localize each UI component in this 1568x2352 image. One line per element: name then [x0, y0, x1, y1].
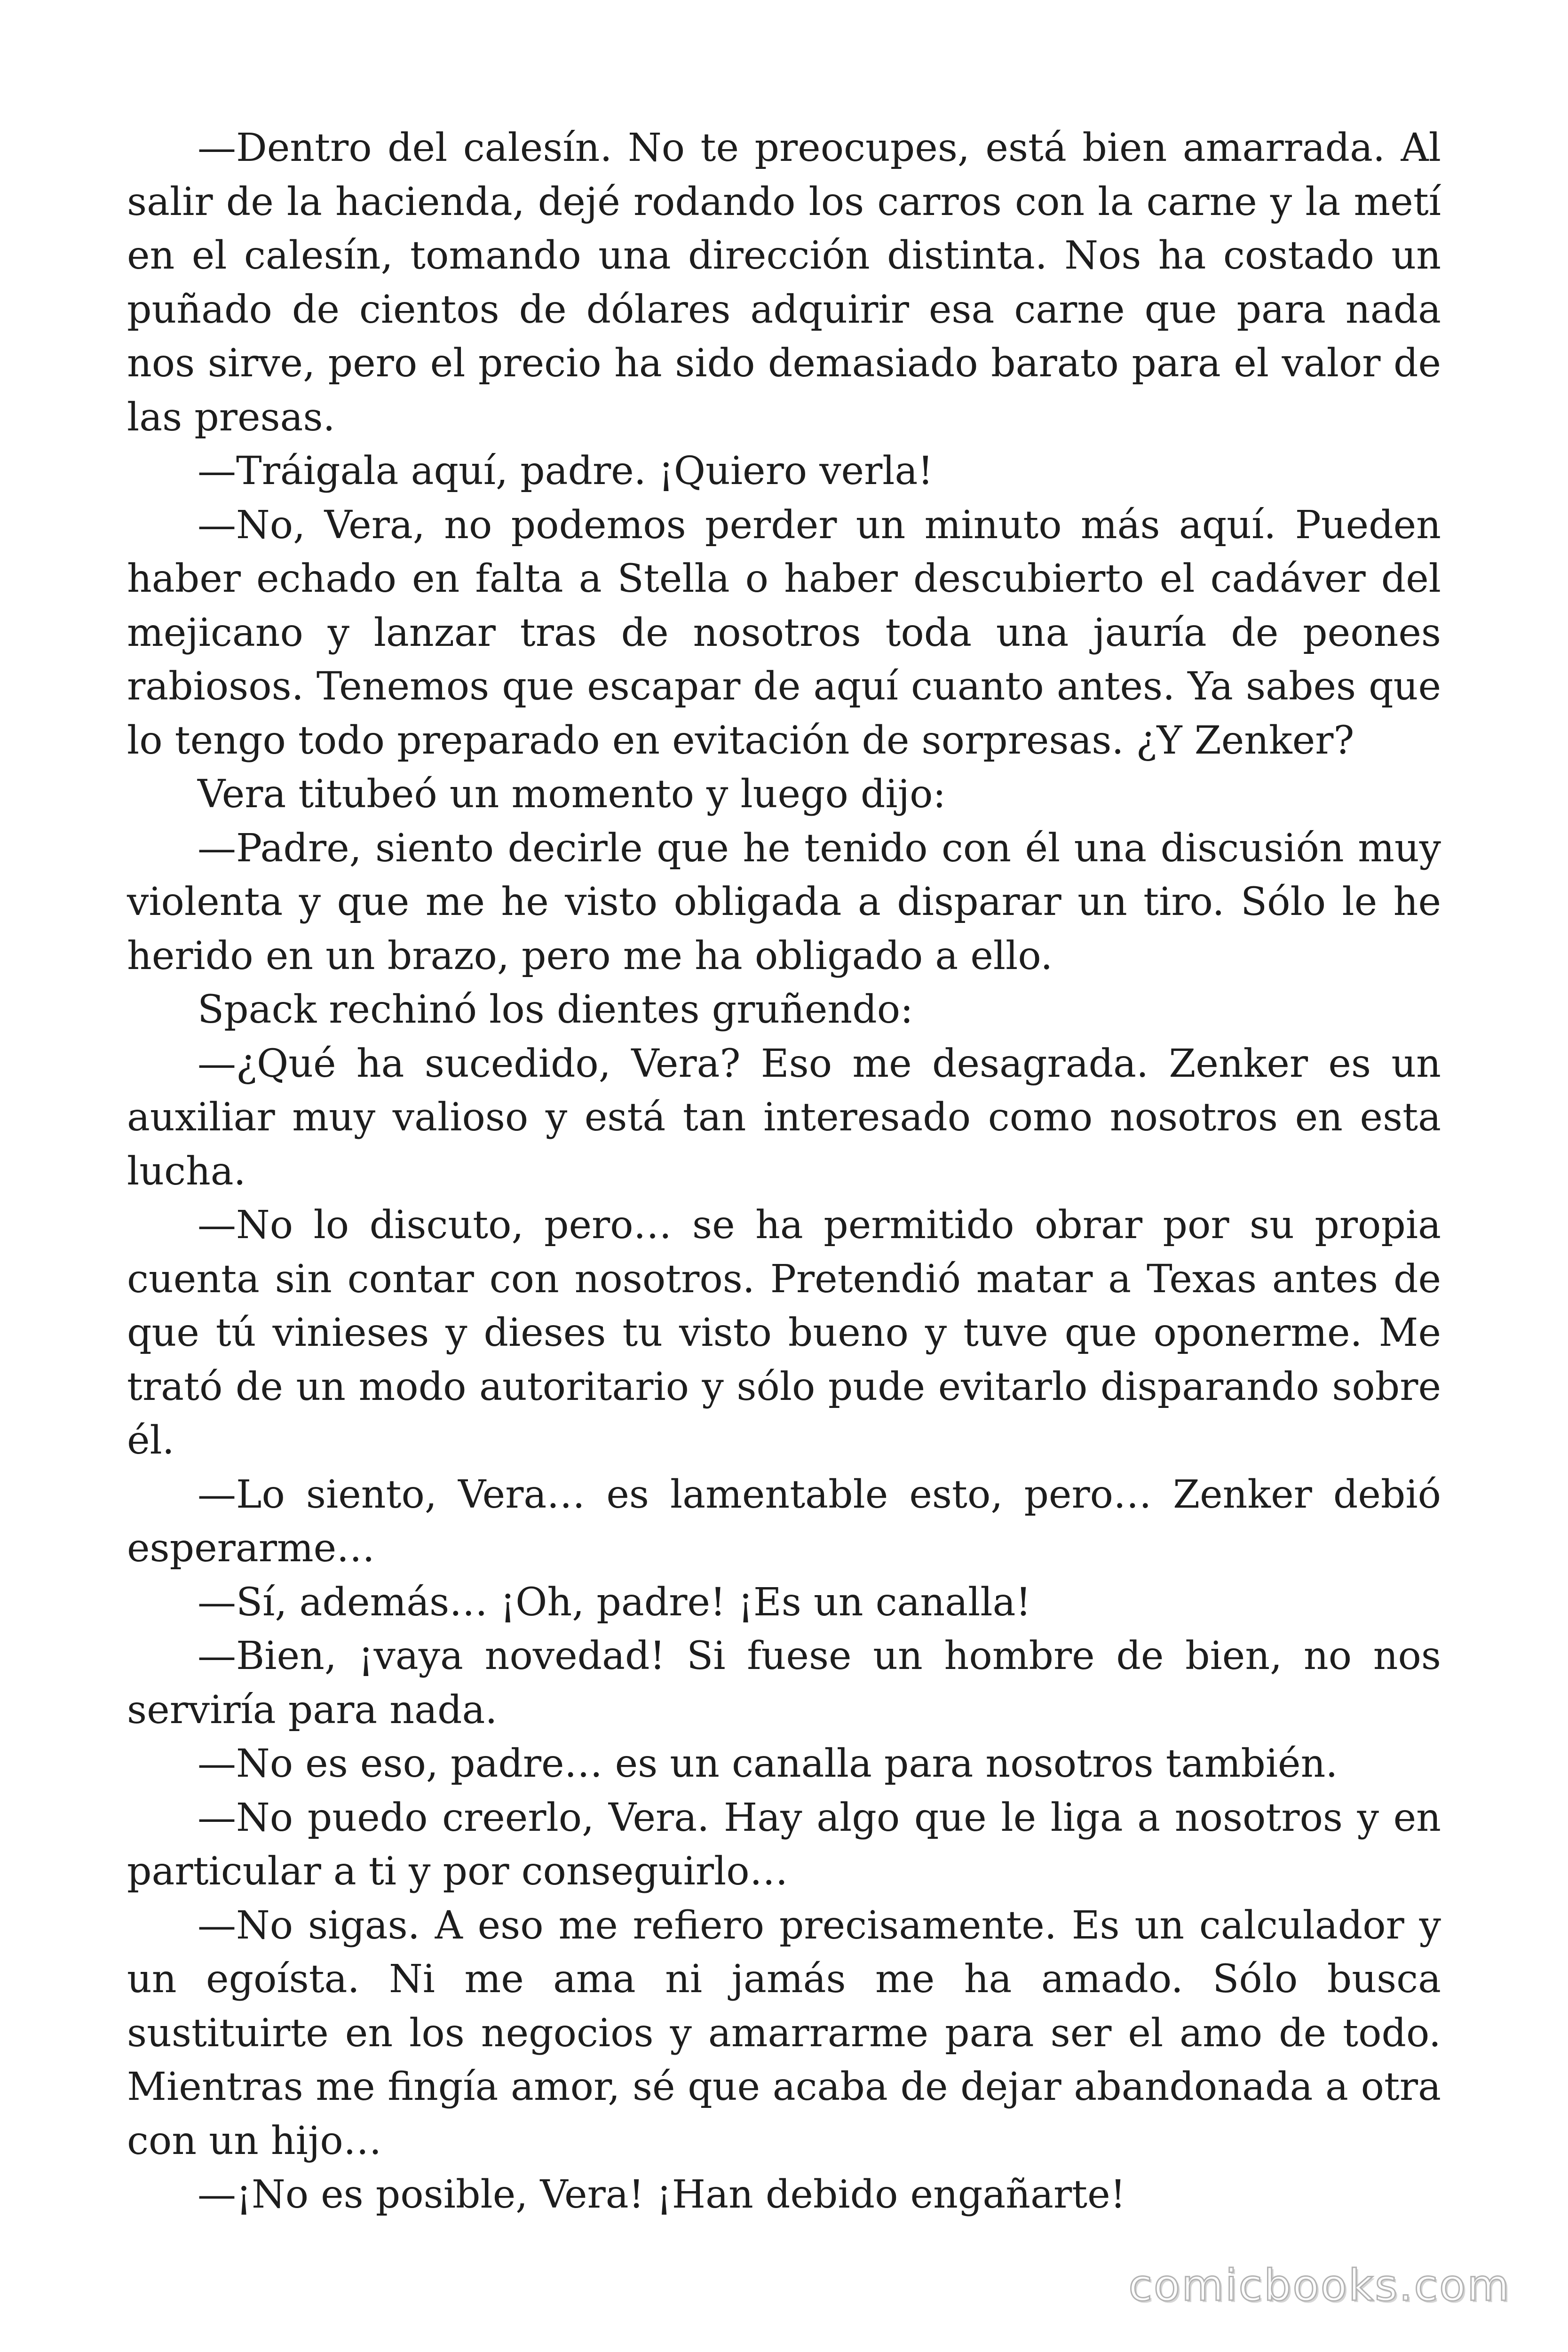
paragraph: —No sigas. A eso me refiero precisamente. Es un calculador y un egoísta. Ni me ama ni jamás me ha amado. Sólo busca sustituirte en los negocios y amarrarme para ser el amo de todo. Mientras me fingía amor, sé que acaba de dejar abandonada a otra con un hijo… [127, 1903, 1441, 2163]
paragraph: —No es eso, padre… es un canalla para nosotros también. [198, 1741, 1338, 1786]
paragraph: —Padre, siento decirle que he tenido con él una discusión muy violenta y que me he visto obligada a disparar un tiro. Sólo le he herido en un brazo, pero me ha obligado a ello. [127, 826, 1441, 978]
paragraph: —Bien, ¡vaya novedad! Si fuese un hombre de bien, no nos serviría para nada. [127, 1634, 1441, 1732]
paragraph: —No, Vera, no podemos perder un minuto más aquí. Pueden haber echado en falta a Stella o haber descubierto el cadáver del mejicano y lanzar tras de nosotros toda una jauría de peones rabiosos. Tenemos que escapar de aquí cuanto antes. Ya sabes que lo tengo todo preparado en evitación de sorpresas. ¿Y Zenker? [127, 502, 1441, 763]
paragraph: —¿Qué ha sucedido, Vera? Eso me desagrada. Zenker es un auxiliar muy valioso y está tan interesado como nosotros en esta lucha. [127, 1041, 1441, 1194]
paragraph: —¡No es posible, Vera! ¡Han debido engañarte! [198, 2172, 1126, 2217]
paragraph: Spack rechinó los dientes gruñendo: [198, 987, 913, 1032]
paragraph: —Dentro del calesín. No te preocupes, está bien amarrada. Al salir de la hacienda, dejé rodando los carros con la carne y la metí en el calesín, tomando una dirección distinta. Nos ha costado un puñado de cientos de dólares adquirir esa carne que para nada nos sirve, pero el precio ha sido demasiado barato para el valor de las presas. [127, 126, 1441, 440]
paragraph: —Sí, además… ¡Oh, padre! ¡Es un canalla! [198, 1580, 1031, 1625]
paragraph: —Lo siento, Vera… es lamentable esto, pero… Zenker debió esperarme… [127, 1472, 1441, 1571]
paragraph: Vera titubeó un momento y luego dijo: [198, 772, 946, 817]
paragraph: —No puedo creerlo, Vera. Hay algo que le liga a nosotros y en particular a ti y por conseguirlo… [127, 1795, 1441, 1894]
paragraph: —Tráigala aquí, padre. ¡Quiero verla! [198, 449, 934, 493]
watermark: comicbooks.com [1128, 2260, 1511, 2311]
paragraph: —No lo discuto, pero… se ha permitido obrar por su propia cuenta sin contar con nosotros. Pretendió matar a Texas antes de que tú vinieses y dieses tu visto bueno y tuve que oponerme. Me trató de un modo autoritario y sólo pude evitarlo disparando sobre él. [127, 1203, 1441, 1463]
book-page-text [127, 121, 1441, 2222]
